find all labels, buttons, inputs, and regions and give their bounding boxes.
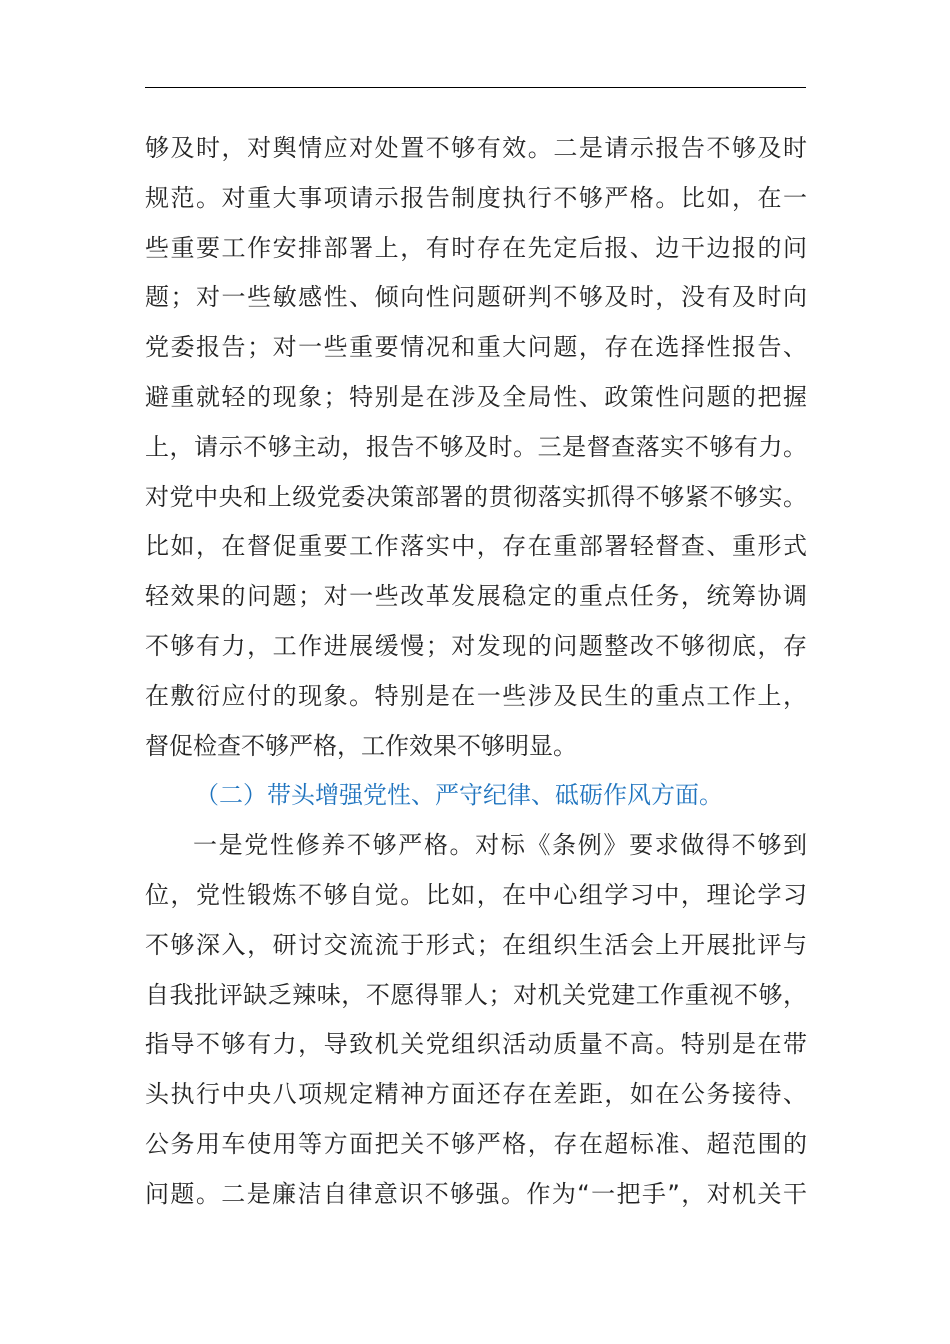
text-line: 在敷衍应付的现象。特别是在一些涉及民生的重点工作上，	[145, 681, 807, 710]
text-line: 规范。对重大事项请示报告制度执行不够严格。比如，在一	[145, 183, 807, 212]
text-line: 问题。二是廉洁自律意识不够强。作为“一把手”，对机关干	[145, 1179, 807, 1208]
text-line: 自我批评缺乏辣味，不愿得罪人；对机关党建工作重视不够，	[145, 980, 807, 1009]
text-line: 不够深入，研讨交流流于形式；在组织生活会上开展批评与	[145, 930, 807, 959]
text-line: 比如，在督促重要工作落实中，存在重部署轻督查、重形式	[145, 532, 807, 561]
text-line: 党委报告；对一些重要情况和重大问题，存在选择性报告、	[145, 333, 807, 362]
text-line: 避重就轻的现象；特别是在涉及全局性、政策性问题的把握	[145, 382, 807, 411]
text-line: 指导不够有力，导致机关党组织活动质量不高。特别是在带	[145, 1030, 807, 1059]
paragraph-2	[145, 821, 807, 1219]
text-line: 够及时，对舆情应对处置不够有效。二是请示报告不够及时	[145, 134, 807, 162]
text-line: 一是党性修养不够严格。对标《条例》要求做得不够到	[193, 831, 807, 860]
document-body	[145, 124, 807, 1220]
text-line: 题；对一些敏感性、倾向性问题研判不够及时，没有及时向	[145, 283, 807, 312]
text-line: 轻效果的问题；对一些改革发展稳定的重点任务，统筹协调	[145, 582, 807, 611]
text-line: 对党中央和上级党委决策部署的贯彻落实抓得不够紧不够实。	[145, 482, 807, 511]
text-line: 头执行中央八项规定精神方面还存在差距，如在公务接待、	[145, 1080, 807, 1109]
section-heading: （二）带头增强党性、严守纪律、砥砺作风方面。	[195, 781, 723, 810]
header-rule	[145, 87, 806, 88]
text-line: 些重要工作安排部署上，有时存在先定后报、边干边报的问	[145, 233, 807, 262]
text-line: 不够有力，工作进展缓慢；对发现的问题整改不够彻底，存	[145, 631, 807, 660]
text-line: 督促检查不够严格，工作效果不够明显。	[145, 731, 577, 760]
text-line: 位，党性锻炼不够自觉。比如，在中心组学习中，理论学习	[145, 880, 807, 909]
paragraph-1	[145, 124, 807, 771]
text-line: 公务用车使用等方面把关不够严格，存在超标准、超范围的	[145, 1129, 807, 1158]
text-line: 上，请示不够主动，报告不够及时。三是督查落实不够有力。	[145, 432, 807, 461]
